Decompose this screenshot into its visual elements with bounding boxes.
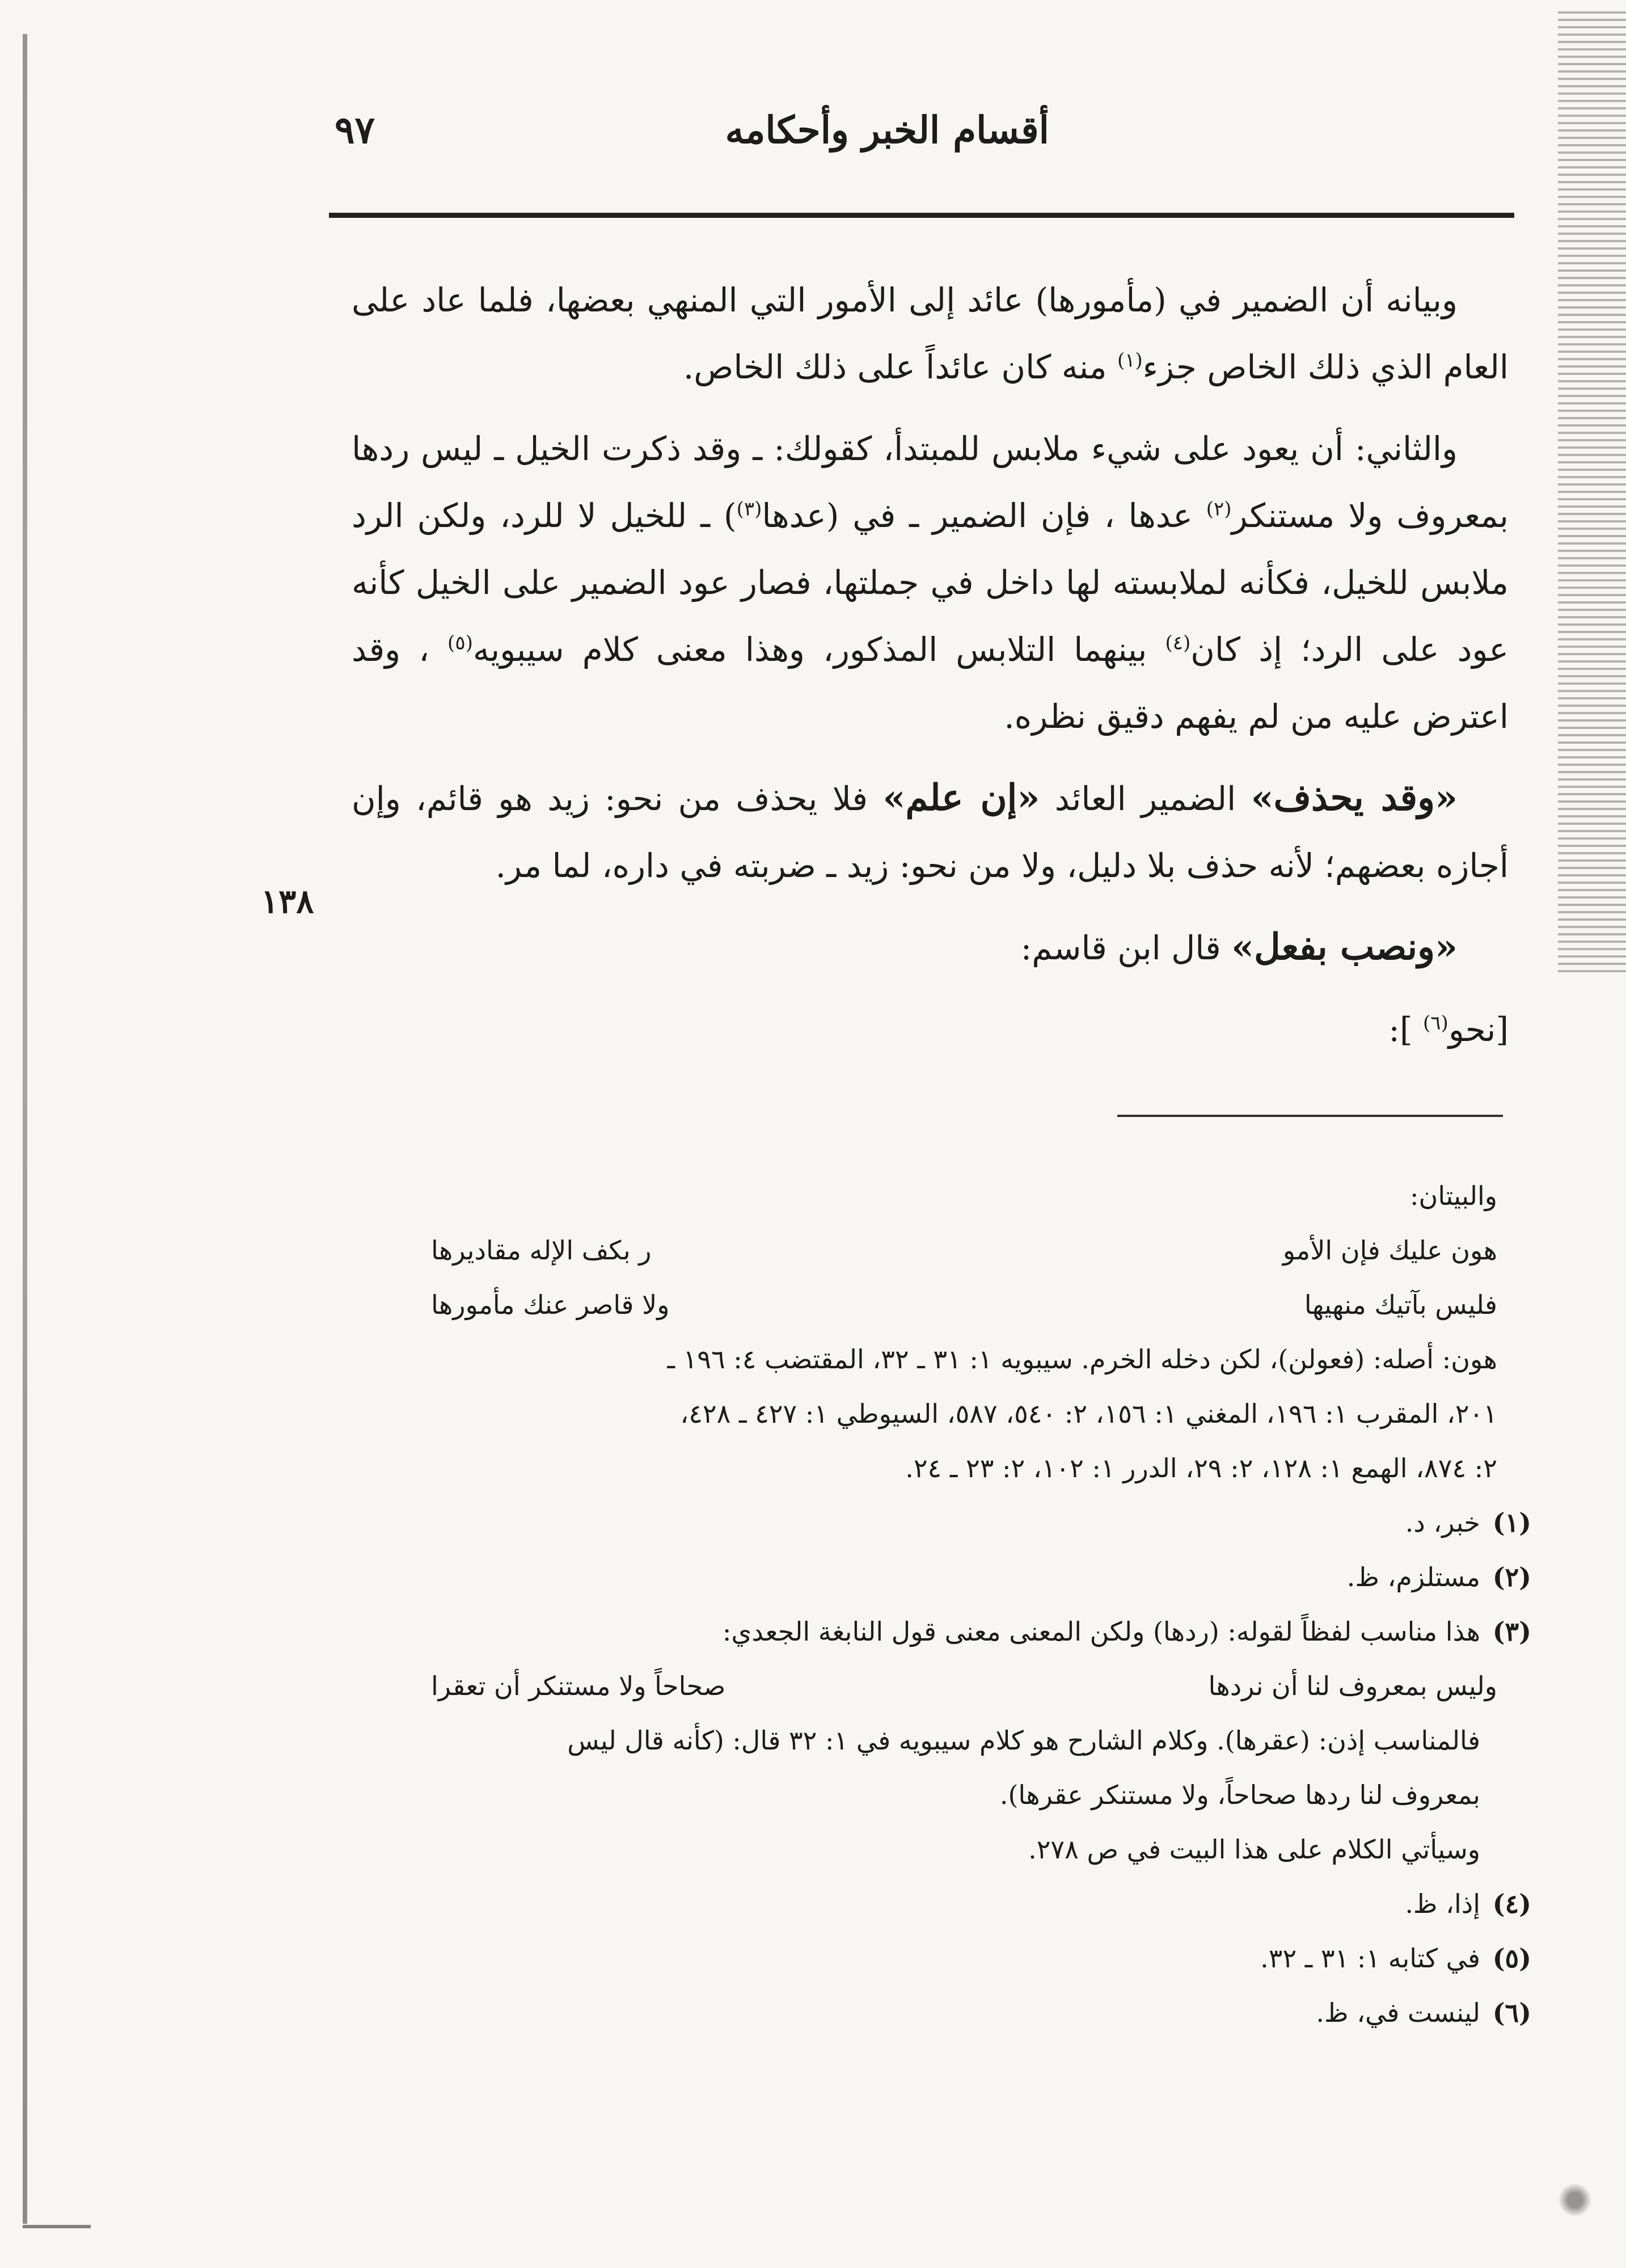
paragraph-5: [نحو$^{(٦)}$ ]: — [1388, 1010, 1509, 1049]
footnote-ref-5[interactable]: (٥) — [447, 631, 473, 655]
page-number: ٩٧ — [335, 108, 375, 152]
page-header — [329, 102, 1514, 176]
page-binding-edge — [23, 34, 27, 2224]
verse-line-2: فليس بآتيك منهيها ولا قاصر عنك مأمورها — [431, 1289, 1497, 1320]
source-line-2: ٢٠١، المقرب ١: ١٩٦، المغني ١: ١٥٦، ٢: ٥٤٠، ٥٨٧، السيوطي ١: ٤٢٧ ـ ٤٢٨، — [680, 1398, 1497, 1429]
paragraph-1: وبيانه أن الضمير في (مأمورها) عائد إلى الأمور التي المنهي بعضها، فلما عاد على العام الذي ذلك الخاص جزء$^{(١)}$ منه كان عائداً على ذلك الخاص. — [352, 281, 1509, 386]
margin-page-ref: ١٣٨ — [261, 882, 314, 921]
footnote-ref-3[interactable]: (٣) — [736, 498, 762, 521]
footnote-separator — [1117, 1115, 1503, 1117]
header-rule — [329, 213, 1514, 218]
notes-intro: والبيتان: — [1410, 1181, 1497, 1211]
footnote-3-cont-3: وسيأتي الكلام على هذا البيت في ص ٢٧٨. — [1028, 1834, 1480, 1865]
scan-artifact-bottom-left — [23, 2202, 91, 2228]
footnotes — [363, 1169, 1531, 2040]
source-line-1: هون: أصله: (فعولن)، لكن دخله الخرم. سيبويه ١: ٣١ ـ ٣٢، المقتضب ٤: ١٩٦ ـ — [667, 1344, 1497, 1375]
footnote-3-cont-2: بمعروف لنا ردها صحاحاً، ولا مستنكر عقرها). — [999, 1780, 1480, 1810]
footnote-3: (٣) هذا مناسب لفظاً لقوله: (ردها) ولكن المعنى معنى قول النابغة الجعدي: — [722, 1616, 1531, 1647]
footnote-ref-1[interactable]: (١) — [1117, 349, 1143, 372]
source-line-3: ٢: ٨٧٤، الهمع ١: ١٢٨، ٢: ٢٩، الدرر ١: ١٠٢، ٢: ٢٣ ـ ٢٤. — [905, 1453, 1497, 1483]
main-text — [352, 267, 1509, 1078]
footnote-ref-2[interactable]: (٢) — [1206, 498, 1232, 521]
paragraph-3: «وقد يحذف» الضمير العائد «إن علم» فلا يحذف من نحو: زيد هو قائم، وإن أجازه بعضهم؛ لأنه حذف بلا دليل، ولا من نحو: زيد ـ ضربته في داره، لما مر. — [352, 777, 1509, 885]
footnote-4: (٤) إذا، ظ. — [1405, 1888, 1531, 1919]
footnote-3-cont-1: فالمناسب إذن: (عقرها). وكلام الشارح هو كلام سيبويه في ١: ٣٢ قال: (كأنه قال ليس — [567, 1725, 1480, 1756]
verse-line-1: هون عليك فإن الأمو ر بكف الإله مقاديرها — [431, 1235, 1497, 1266]
footnote-3-verse: وليس بمعروف لنا أن نردها صحاحاً ولا مستنكر أن تعقرا — [431, 1671, 1497, 1701]
matn-quote-3: «ونصب بفعل» — [1231, 926, 1458, 968]
footnote-1: (١) خبر، د. — [1405, 1507, 1531, 1538]
running-title: أقسام الخبر وأحكامه — [725, 108, 1049, 152]
paragraph-4: «ونصب بفعل» قال ابن قاسم: — [1020, 926, 1458, 968]
scan-artifact-bottom-right — [1558, 2183, 1592, 2217]
footnote-5: (٥) في كتابه ١: ٣١ ـ ٣٢. — [1260, 1943, 1531, 1974]
paragraph-2: والثاني: أن يعود على شيء ملابس للمبتدأ، كقولك: ـ وقد ذكرت الخيل ـ ليس ردها بمعروف ولا مستنكر$^{(٢)}$ عدها ، فإن الضمير ـ في (عدها$^{(٣)}$) ـ للخيل لا للرد، ولكن الرد ملابس للخيل، فكأنه لملابسته لها داخل في جملتها، فصار عود الضمير على الخيل كأنه عود على الرد؛ إذ كان$^{(٤)}$ بينهما التلابس المذكور، وهذا معنى كلام سيبويه$^{(٥)}$ ، وقد اعترض عليه من لم يفهم دقيق نظره. — [352, 429, 1509, 736]
footnote-6: (٦) لينست في، ظ. — [1316, 1997, 1531, 2028]
footnote-2: (٢) مستلزم، ظ. — [1346, 1562, 1531, 1592]
page-edge-shadow — [1558, 11, 1626, 976]
matn-quote-1: «وقد يحذف» — [1251, 777, 1458, 819]
footnote-ref-6[interactable]: (٦) — [1423, 1011, 1448, 1035]
footnote-ref-4[interactable]: (٤) — [1165, 631, 1191, 655]
matn-quote-2: «إن علم» — [882, 777, 1040, 819]
